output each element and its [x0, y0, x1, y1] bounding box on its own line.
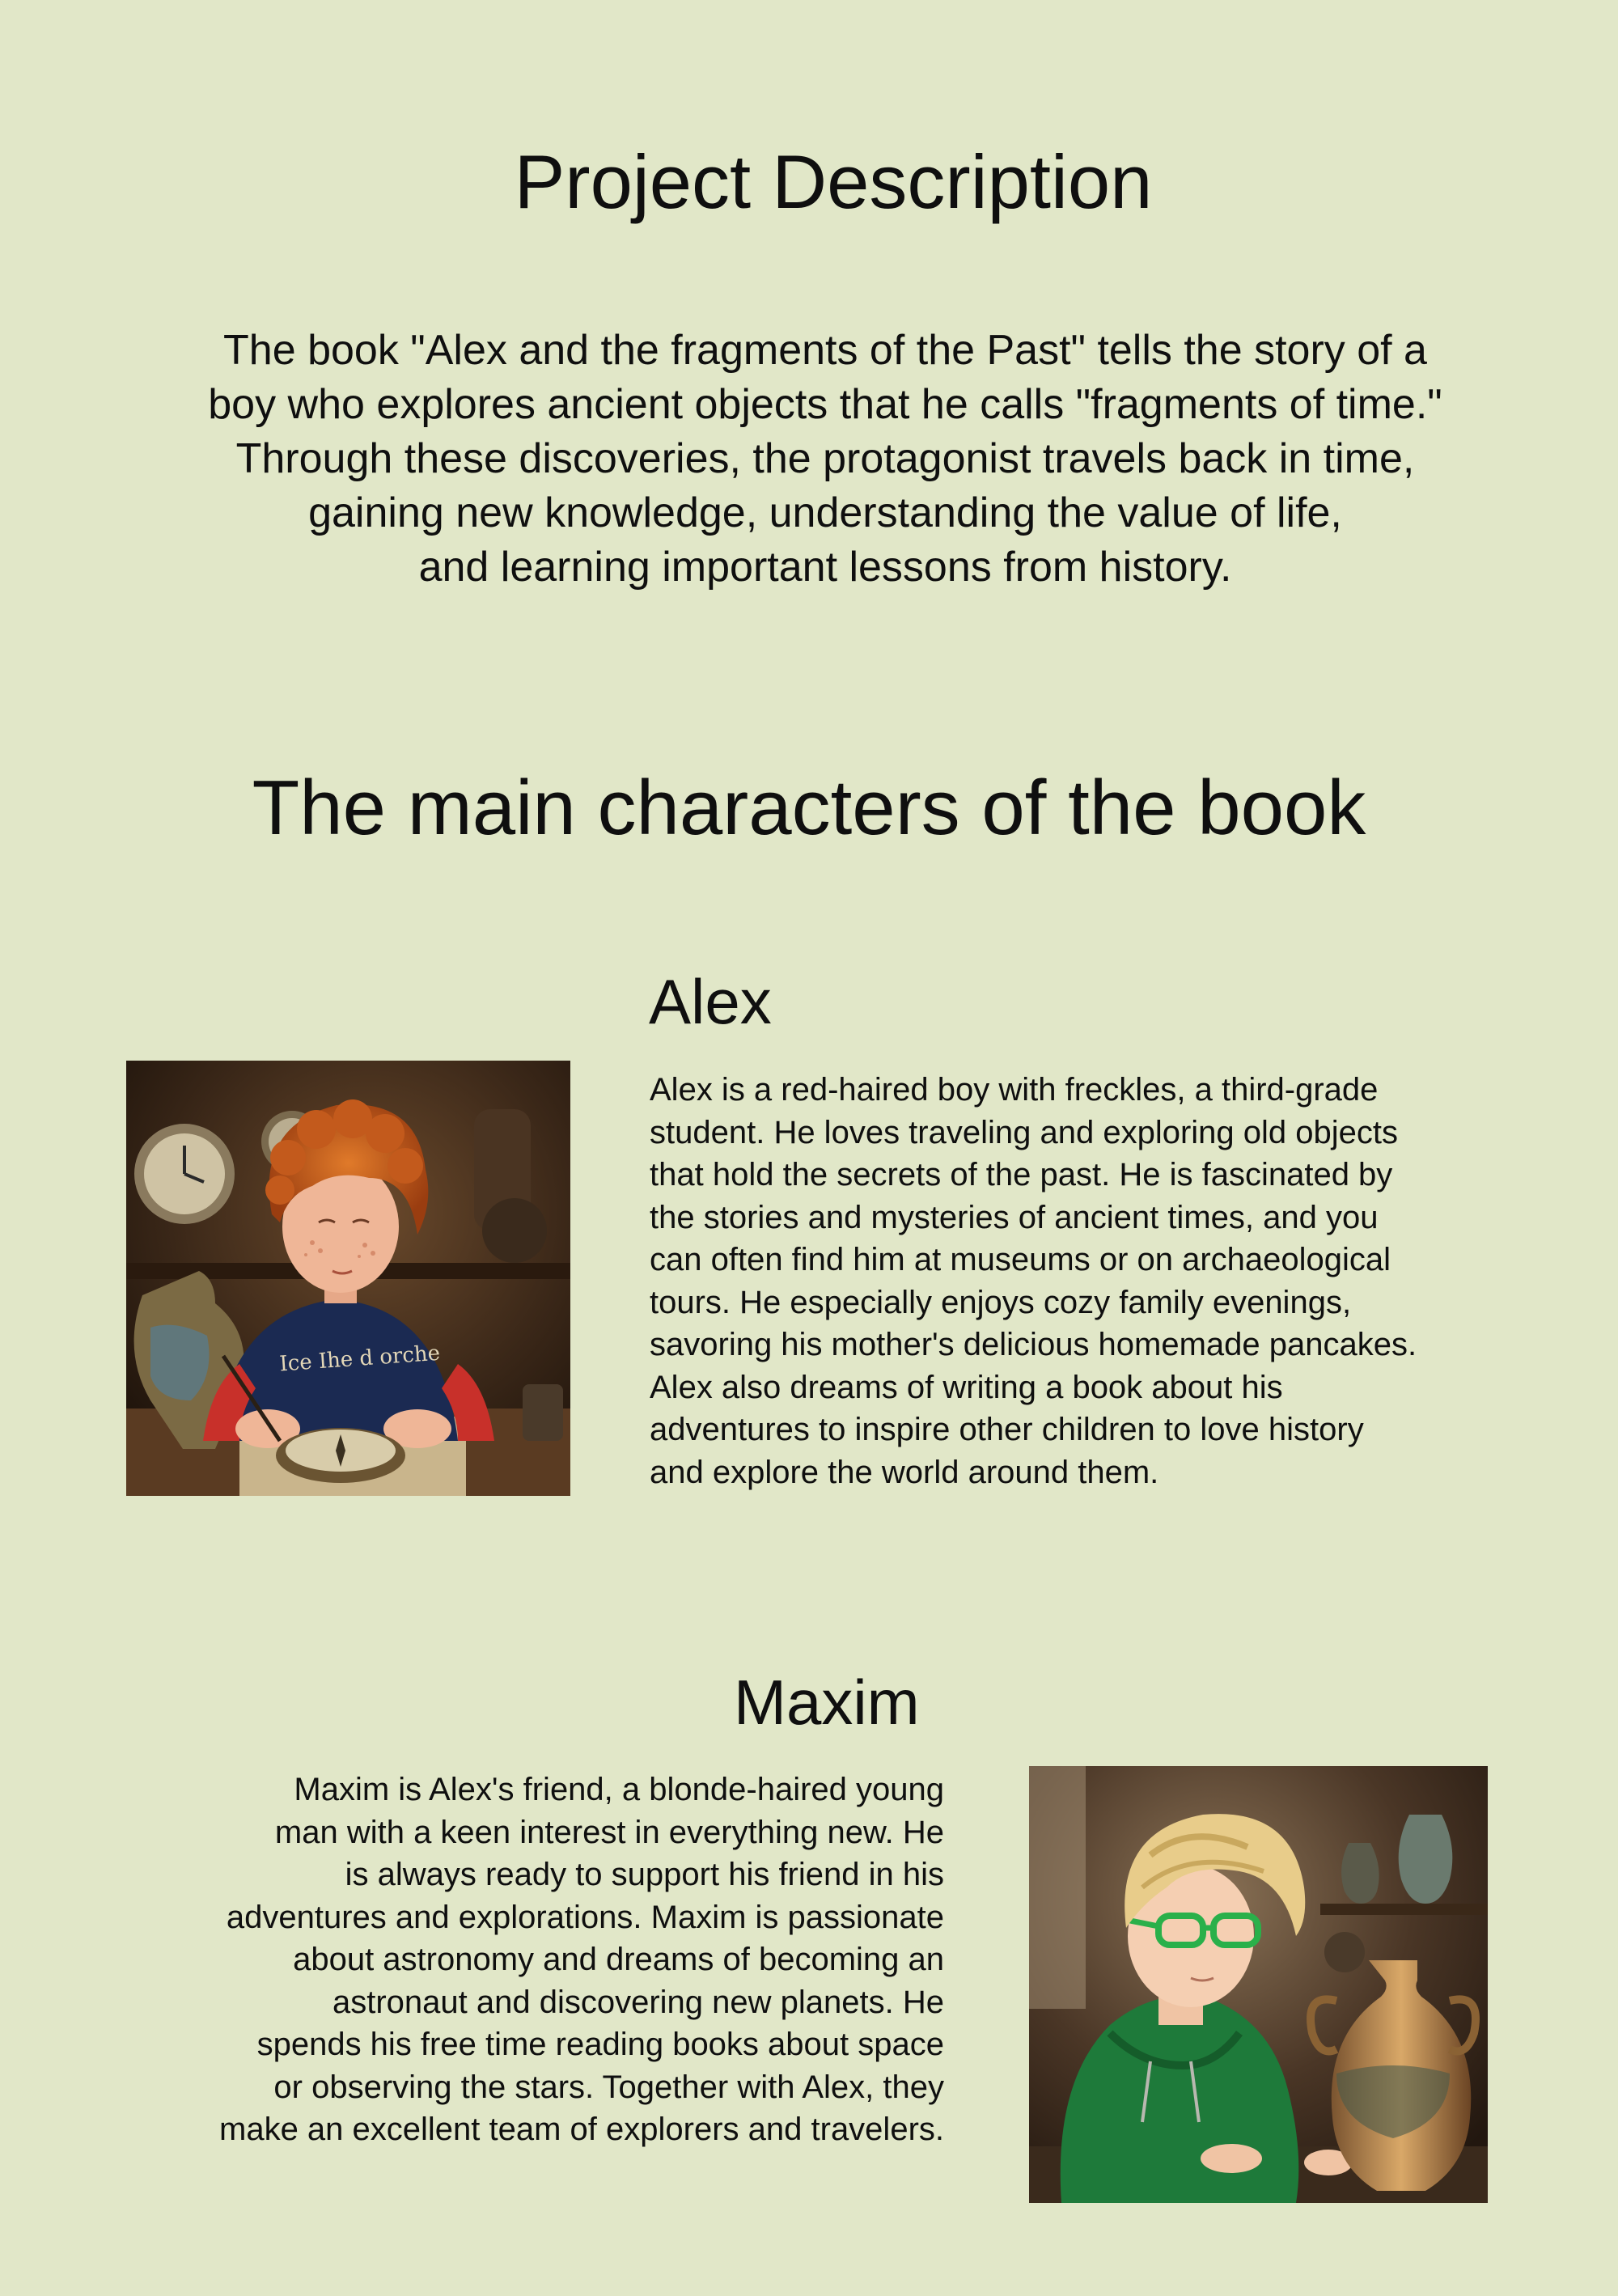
alex-bio-line: that hold the secrets of the past. He is fascinated by	[650, 1157, 1393, 1192]
alex-bio-line: can often find him at museums or on archaeological	[650, 1242, 1391, 1277]
maxim-bio-line: or observing the stars. Together with Alex, they	[273, 2069, 944, 2105]
project-description-line: and learning important lessons from history.	[418, 544, 1232, 591]
maxim-bio-line: make an excellent team of explorers and travelers.	[219, 2112, 944, 2147]
maxim-bio-line: man with a keen interest in everything new. He	[274, 1814, 944, 1850]
boy-with-vase-photo-icon	[1029, 1766, 1488, 2203]
project-description	[113, 324, 1537, 595]
project-title: Project Description	[514, 139, 1153, 224]
project-description-line: boy who explores ancient objects that he calls "fragments of time."	[208, 381, 1442, 428]
character-name-alex: Alex	[649, 966, 772, 1037]
alex-bio-line: student. He loves traveling and exploring old objects	[650, 1114, 1398, 1150]
svg-text:Ice Ihe d orche: Ice Ihe d orche	[278, 1341, 441, 1377]
alex-bio-line: Alex is a red-haired boy with freckles, a third-grade	[650, 1072, 1379, 1108]
alex-bio-line: the stories and mysteries of ancient times, and you	[650, 1199, 1379, 1235]
maxim-bio-line: Maxim is Alex's friend, a blonde-haired young	[294, 1772, 944, 1807]
alex-bio-line: Alex also dreams of writing a book about his	[650, 1369, 1283, 1405]
alex-bio-line: savoring his mother's delicious homemade pancakes.	[650, 1327, 1417, 1362]
characters-title: The main characters of the book	[252, 765, 1366, 851]
project-description-line: Through these discoveries, the protagonist travels back in time,	[235, 435, 1415, 482]
maxim-bio	[97, 1769, 944, 2151]
maxim-bio-line: spends his free time reading books about space	[256, 2027, 944, 2062]
project-description-line: gaining new knowledge, understanding the value of life,	[308, 489, 1342, 536]
maxim-bio-line: is always ready to support his friend in his	[345, 1857, 944, 1892]
maxim-bio-line: adventures and explorations. Maxim is passionate	[226, 1899, 944, 1935]
alex-bio	[650, 1069, 1507, 1493]
alex-bio-line: adventures to inspire other children to love history	[650, 1412, 1364, 1447]
alex-bio-line: tours. He especially enjoys cozy family evenings,	[650, 1284, 1352, 1320]
alex-bio-line: and explore the world around them.	[650, 1454, 1159, 1490]
character-name-maxim: Maxim	[734, 1667, 920, 1738]
project-description-line: The book "Alex and the fragments of the Past" tells the story of a	[223, 327, 1427, 374]
maxim-bio-line: astronaut and discovering new planets. He	[332, 1984, 944, 2020]
boy-with-compass-photo-icon	[126, 1061, 570, 1496]
maxim-bio-line: about astronomy and dreams of becoming an	[293, 1942, 944, 1977]
maxim-photo	[1029, 1766, 1488, 2203]
alex-photo	[126, 1061, 570, 1496]
